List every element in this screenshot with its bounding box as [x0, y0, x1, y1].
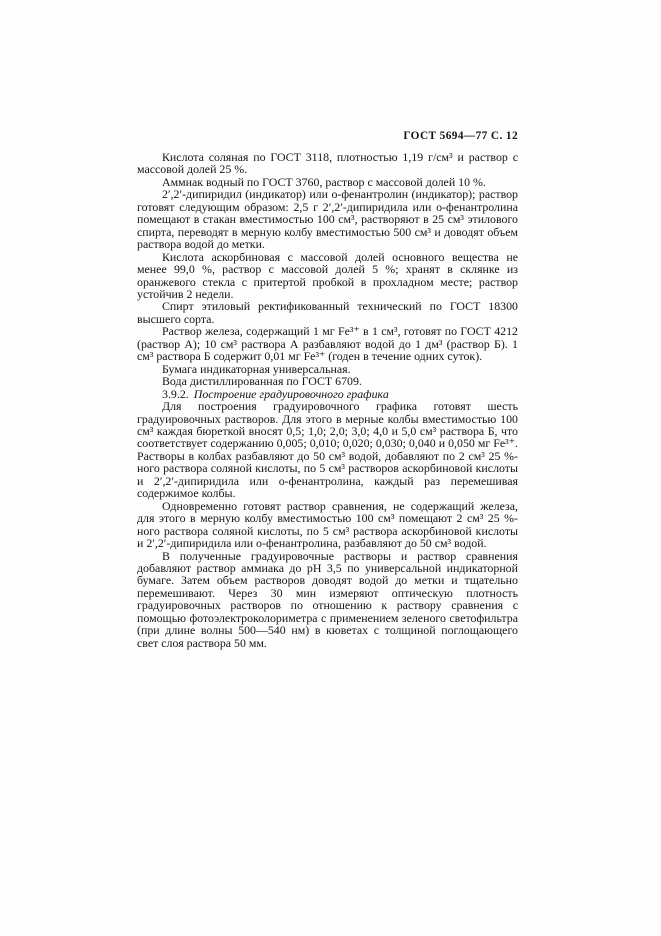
document-body: [137, 151, 518, 649]
paragraph-ammonia: Аммиак водный по ГОСТ 3760, раствор с массовой долей 10 %.: [162, 174, 486, 189]
paragraph-measurement-procedure: В полученные градуировочные растворы и раствор сравнения добавляют раствор аммиака до рН 3,5 по универсальной индикаторной бумаге. Затем объем растворов доводят водой до метки и тщательно перемешивают. Через 30 мин измеряют оптическую плотность градуировочных растворов по отношению к раствору сравнения с помощью фотоэлектроколориметра с применением зеленого светофильтра (при длине волны 500—540 нм) в кюветах с толщиной поглощающего свет слоя раствора 50 мм.: [137, 548, 518, 650]
paragraph-indicator-paper: Бумага индикаторная универсальная.: [162, 361, 351, 376]
paragraph-ethyl-alcohol: Спирт этиловый ректификованный технический по ГОСТ 18300 высшего сорта.: [137, 299, 518, 326]
paragraph-ascorbic-acid: Кислота аскорбиновая с массовой долей основного вещества не менее 99,0 %, раствор с массовой долей 5 %; хранят в склянке из оранжевого стекла с притертой пробкой в прохладном месте; раствор устойчив 2 недели.: [137, 249, 518, 301]
paragraph-calibration-solutions: Для построения градуировочного графика готовят шесть градуировочных растворов. Для этого в мерные колбы вместимостью 100 см³ каждая бюреткой вносят 0,5; 1,0; 2,0; 3,0; 4,0 и 5,0 см³ раствора Б, что соответствует содержанию 0,005; 0,010; 0,020; 0,030; 0,040 и 0,050 мг Fe³⁺. Растворы в колбах разбавляют до 50 см³ водой, добавляют по 2 см³ 25 %-ного раствора соляной кислоты, по 5 см³ растворов аскорбиновой кислоты и 2′,2′-дипиридила или о-фенантролина, каждый раз перемешивая содержимое колбы.: [137, 399, 518, 501]
paragraph-hydrochloric-acid: Кислота соляная по ГОСТ 3118, плотностью 1,19 г/см³ и раствор с массовой долей 25 %.: [137, 150, 518, 177]
page-header-text: ГОСТ 5694—77 С. 12: [403, 130, 518, 142]
page-header: [137, 130, 518, 142]
paragraph-reference-solution: Одновременно готовят раствор сравнения, не содержащий железа, для этого в мерную колбу вместимостью 100 см³ помещают 2 см³ 25 %-ного раствора соляной кислоты, по 5 см³ раствора аскорбиновой кислоты и 2′,2′-дипиридила или о-фенантролина, разбавляют до 50 см³ водой.: [137, 498, 518, 551]
section-number: 3.9.2.: [162, 386, 189, 401]
paragraph-distilled-water: Вода дистиллированная по ГОСТ 6709.: [162, 374, 362, 389]
paragraph-dipyridyl-indicator: 2′,2′-дипиридил (индикатор) или о-фенантролин (индикатор); раствор готовят следующим образом: 2,5 г 2′,2′-дипиридила или о-фенантролина помещают в стакан вместимостью 100 см³, растворяют в 25 см³ этилового спирта, переводят в мерную колбу вместимостью 500 см³ и доводят объем раствора водой до метки.: [137, 187, 518, 252]
section-title: Построение градуировочного графика: [193, 386, 389, 401]
paragraph-iron-solution: Раствор железа, содержащий 1 мг Fe³⁺ в 1 см³, готовят по ГОСТ 4212 (раствор А); 10 см³ раствора А разбавляют водой до 1 дм³ (раствор Б). 1 см³ раствора Б содержит 0,01 мг Fe³⁺ (годен в течение одних суток).: [137, 324, 518, 364]
